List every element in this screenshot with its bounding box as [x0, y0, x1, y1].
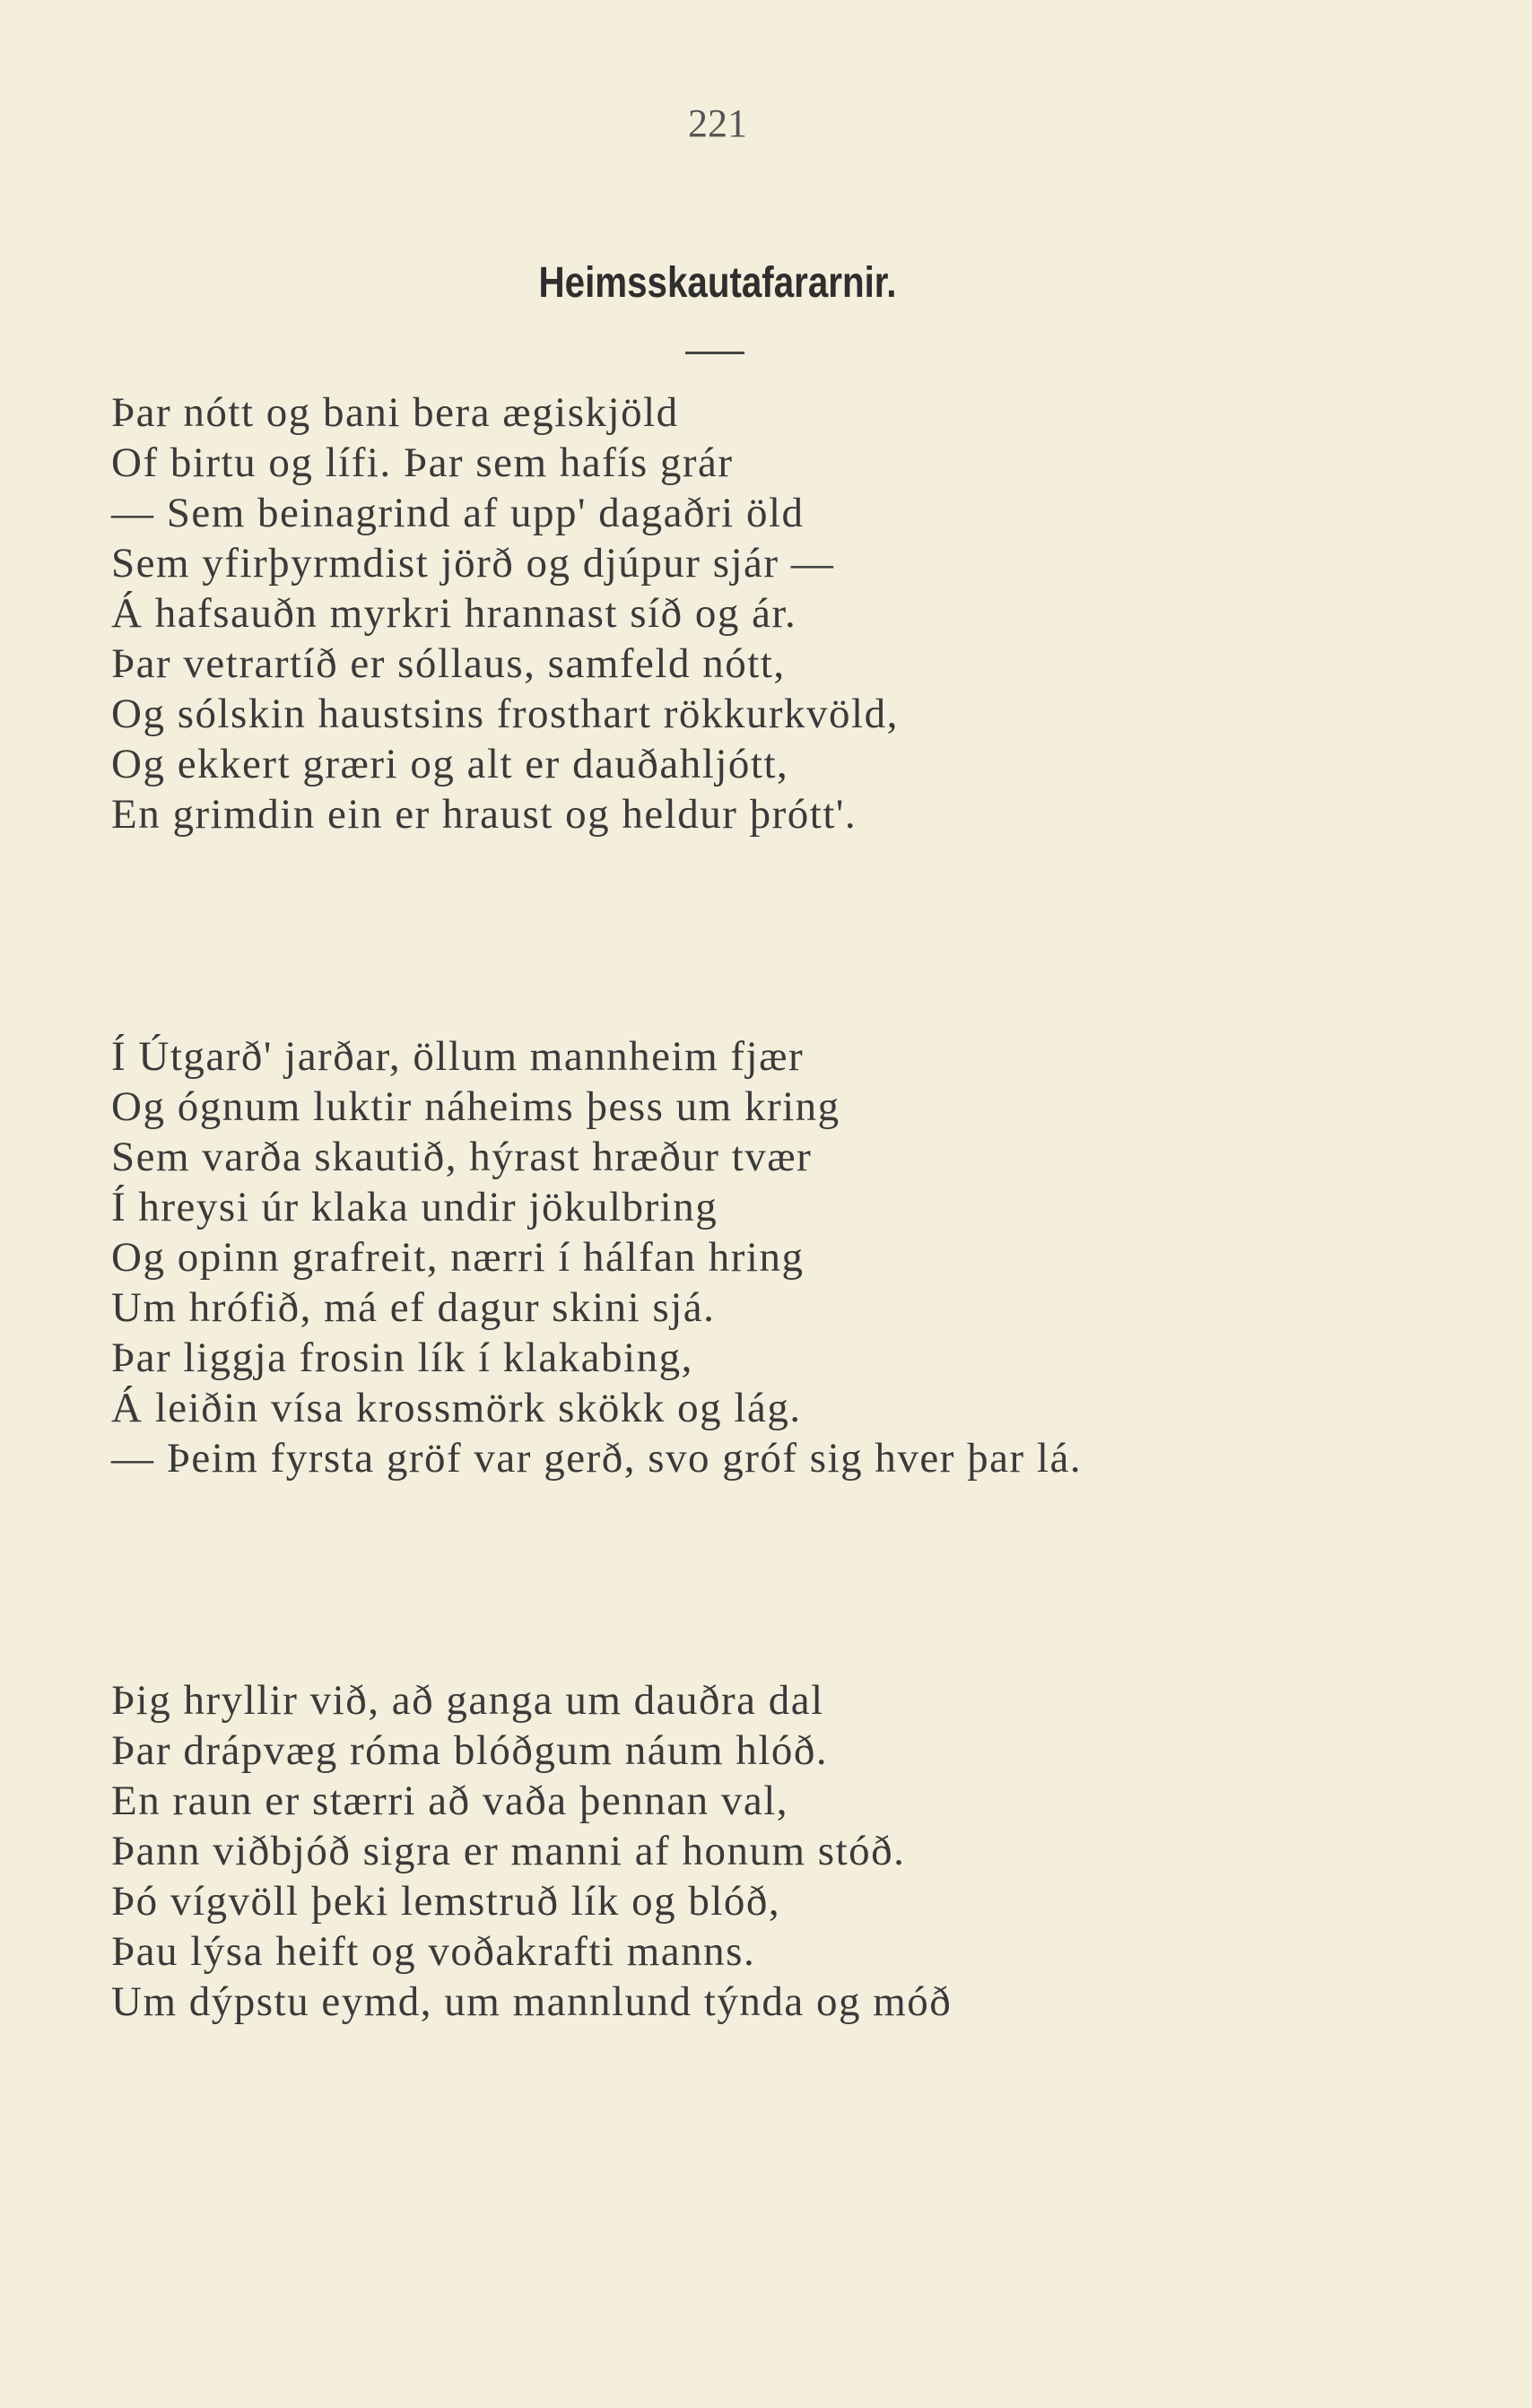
- page-number: 221: [688, 101, 747, 145]
- poem-line: Í hreysi úr klaka undir jökulbring: [111, 1184, 718, 1230]
- poem-line: Þig hryllir við, að ganga um dauðra dal: [111, 1677, 824, 1724]
- poem-line: Og ógnum luktir náheims þess um kring: [111, 1083, 840, 1130]
- poem-line: Sem yfirþyrmdist jörð og djúpur sjár —: [111, 540, 835, 587]
- poem-line: Þar drápvæg róma blóðgum náum hlóð.: [111, 1727, 829, 1774]
- poem-line: Á leiðin vísa krossmörk skökk og lág.: [111, 1385, 802, 1431]
- poem-line: Þar nótt og bani bera ægiskjöld: [111, 389, 679, 436]
- poem-line: Í Útgarð' jarðar, öllum mannheim fjær: [111, 1033, 805, 1080]
- poem-line: Og ekkert græri og alt er dauðahljótt,: [111, 741, 789, 787]
- poem-line: En raun er stærri að vaða þennan val,: [111, 1778, 789, 1824]
- title-divider: [685, 352, 744, 354]
- poem-line: Þann viðbjóð sigra er manni af honum stóð.: [111, 1828, 906, 1874]
- poem-line: — Þeim fyrsta gröf var gerð, svo gróf sig hver þar lá.: [111, 1435, 1083, 1482]
- poem-line: Þar vetrartíð er sóllaus, samfeld nótt,: [111, 640, 786, 687]
- poem-line: En grimdin ein er hraust og heldur þrótt'.: [111, 791, 857, 838]
- poem-line: Þar liggja frosin lík í klakabing,: [111, 1334, 693, 1381]
- poem-line: Og opinn grafreit, nærri í hálfan hring: [111, 1234, 805, 1281]
- poem-title: Heimsskautafararnir.: [538, 259, 897, 307]
- poem-line: Um dýpstu eymd, um mannlund týnda og móð: [111, 1978, 953, 2025]
- stanza-1: [111, 387, 899, 839]
- poem-line: Á hafsauðn myrkri hrannast síð og ár.: [111, 590, 797, 637]
- poem-line: — Sem beinagrind af upp' dagaðri öld: [111, 490, 805, 536]
- stanza-3: [111, 1675, 952, 2027]
- poem-line: Þó vígvöll þeki lemstruð lík og blóð,: [111, 1878, 781, 1925]
- poem-line: Sem varða skautið, hýrast hræður tvær: [111, 1134, 813, 1180]
- stanza-2: [111, 1031, 1082, 1483]
- poem-line: Um hrófið, má ef dagur skini sjá.: [111, 1284, 716, 1331]
- poem-line: Þau lýsa heift og voðakrafti manns.: [111, 1928, 756, 1975]
- poem-line: Og sólskin haustsins frosthart rökkurkvöld,: [111, 691, 899, 737]
- poem-line: Of birtu og lífi. Þar sem hafís grár: [111, 439, 734, 486]
